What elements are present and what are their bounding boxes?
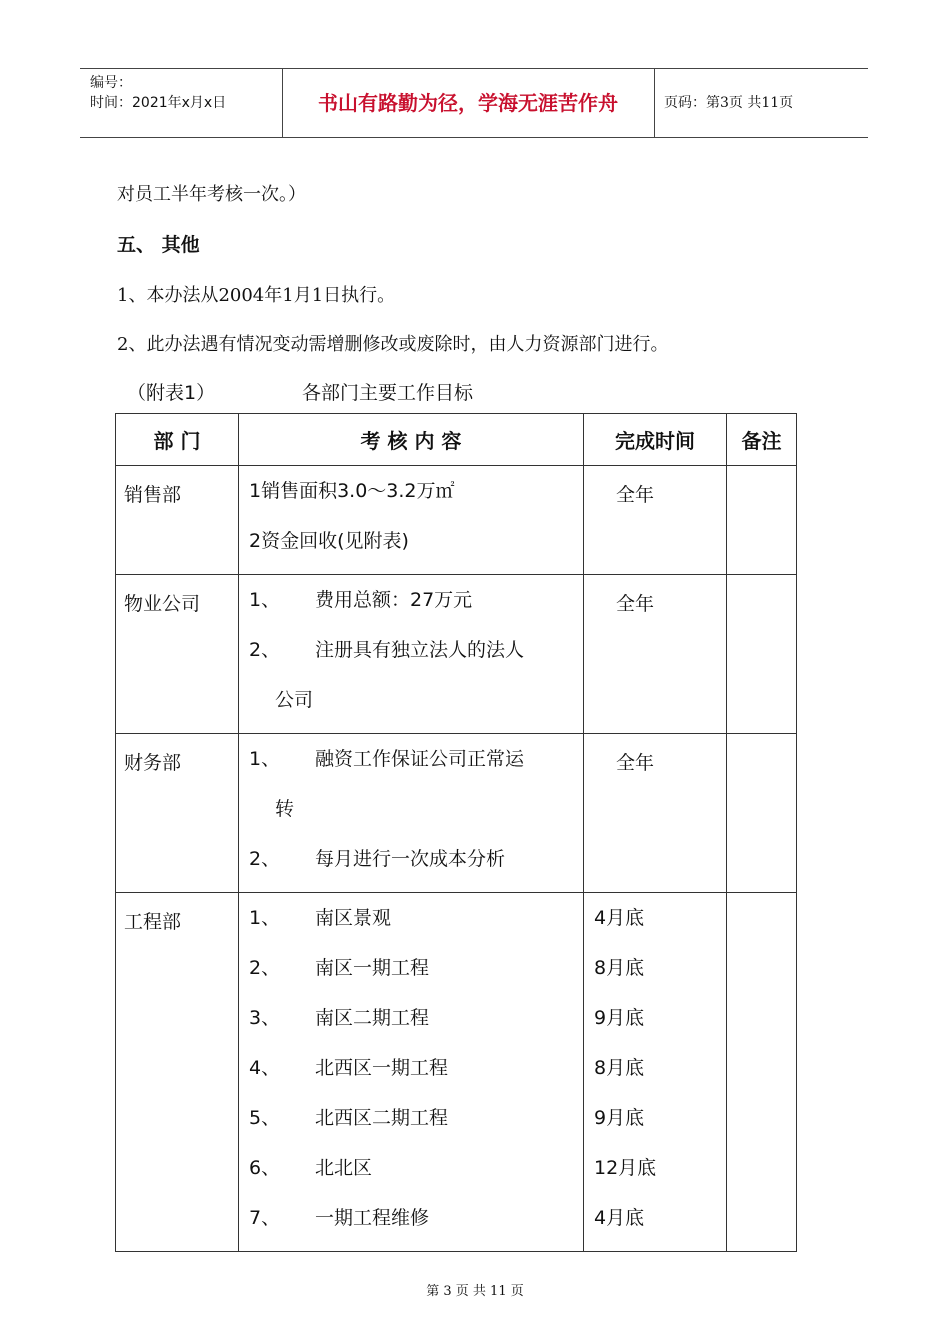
header-notes: 备注 (727, 414, 797, 466)
content-item (249, 834, 577, 884)
table-row (116, 893, 797, 1252)
content-item (249, 893, 577, 943)
content-item (249, 625, 577, 675)
item-number: 3、 (249, 1007, 281, 1029)
item-text: 一期工程维修 (315, 1207, 430, 1229)
header-page-label: 页码：第3页 共11页 (664, 95, 794, 111)
content-item (249, 1143, 577, 1193)
item-text: 费用总额：27万元 (315, 589, 473, 611)
time-line: 9月底 (594, 1107, 645, 1129)
item-text: 北西区一期工程 (315, 1057, 449, 1079)
table-row (116, 575, 797, 734)
time-cell: 全年 (584, 466, 727, 575)
header-content: 考 核 内 容 (239, 414, 584, 466)
header-dept: 部 门 (116, 414, 239, 466)
item-number: 6、 (249, 1157, 281, 1179)
content-line: 2资金回收(见附表) (249, 530, 409, 552)
item-text: 南区二期工程 (315, 1007, 430, 1029)
item-number: 2、 (249, 848, 281, 870)
content-item (249, 575, 577, 625)
header-divider (654, 69, 655, 137)
page-header (80, 68, 868, 138)
item-number: 4、 (249, 1057, 281, 1079)
content-cell (239, 466, 584, 575)
content-cell (239, 575, 584, 734)
time-line: 12月底 (594, 1157, 657, 1179)
item-number: 1、 (249, 589, 281, 611)
body-item: 2、此办法遇有情况变动需增删修改或废除时，由人力资源部门进行。 (117, 334, 669, 355)
item-continuation: 公司 (275, 689, 314, 711)
body-item: 1、本办法从2004年1月1日执行。 (117, 285, 396, 306)
notes-cell (727, 575, 797, 734)
goals-table (115, 413, 797, 1252)
item-number: 1、 (249, 748, 281, 770)
time-line: 4月底 (594, 907, 645, 929)
item-number: 7、 (249, 1207, 281, 1229)
header-time: 完成时间 (584, 414, 727, 466)
content-item (249, 1043, 577, 1093)
content-line: 1销售面积3.0～3.2万㎡ (249, 480, 455, 502)
item-text: 南区景观 (315, 907, 392, 929)
content-cell (239, 893, 584, 1252)
notes-cell (727, 893, 797, 1252)
header-motto: 书山有路勤为径，学海无涯苦作舟 (318, 91, 618, 115)
table-title: 各部门主要工作目标 (302, 382, 474, 404)
content-item (249, 1093, 577, 1143)
table-header-row (116, 414, 797, 466)
dept-cell: 工程部 (116, 893, 239, 1252)
time-cell: 全年 (584, 734, 727, 893)
time-line: 8月底 (594, 1057, 645, 1079)
item-number: 5、 (249, 1107, 281, 1129)
item-text: 北北区 (315, 1157, 373, 1179)
item-text: 南区一期工程 (315, 957, 430, 979)
number-label: 编号： (90, 75, 132, 91)
item-continuation: 转 (275, 798, 295, 820)
time-cell (584, 893, 727, 1252)
date-label: 时间：2021年x月x日 (90, 95, 227, 111)
page-footer: 第 3 页 共 11 页 (426, 1284, 524, 1299)
time-line: 4月底 (594, 1207, 645, 1229)
table-row (116, 734, 797, 893)
content-item (249, 734, 577, 784)
notes-cell (727, 734, 797, 893)
time-line: 9月底 (594, 1007, 645, 1029)
content-item (249, 1193, 577, 1243)
item-text: 每月进行一次成本分析 (315, 848, 506, 870)
section-title: 五、 其他 (117, 234, 200, 256)
item-number: 2、 (249, 957, 281, 979)
dept-cell: 销售部 (116, 466, 239, 575)
time-cell: 全年 (584, 575, 727, 734)
dept-cell: 物业公司 (116, 575, 239, 734)
header-meta (90, 73, 226, 113)
time-line: 8月底 (594, 957, 645, 979)
item-text: 融资工作保证公司正常运 (315, 748, 525, 770)
item-number: 2、 (249, 639, 281, 661)
table-row (116, 466, 797, 575)
notes-cell (727, 466, 797, 575)
item-text: 北西区二期工程 (315, 1107, 449, 1129)
table-note: （附表1） (127, 382, 216, 404)
content-item (249, 943, 577, 993)
body-line: 对员工半年考核一次。） (117, 184, 306, 205)
content-item (249, 993, 577, 1043)
item-number: 1、 (249, 907, 281, 929)
item-text: 注册具有独立法人的法人 (315, 639, 525, 661)
dept-cell: 财务部 (116, 734, 239, 893)
content-cell (239, 734, 584, 893)
